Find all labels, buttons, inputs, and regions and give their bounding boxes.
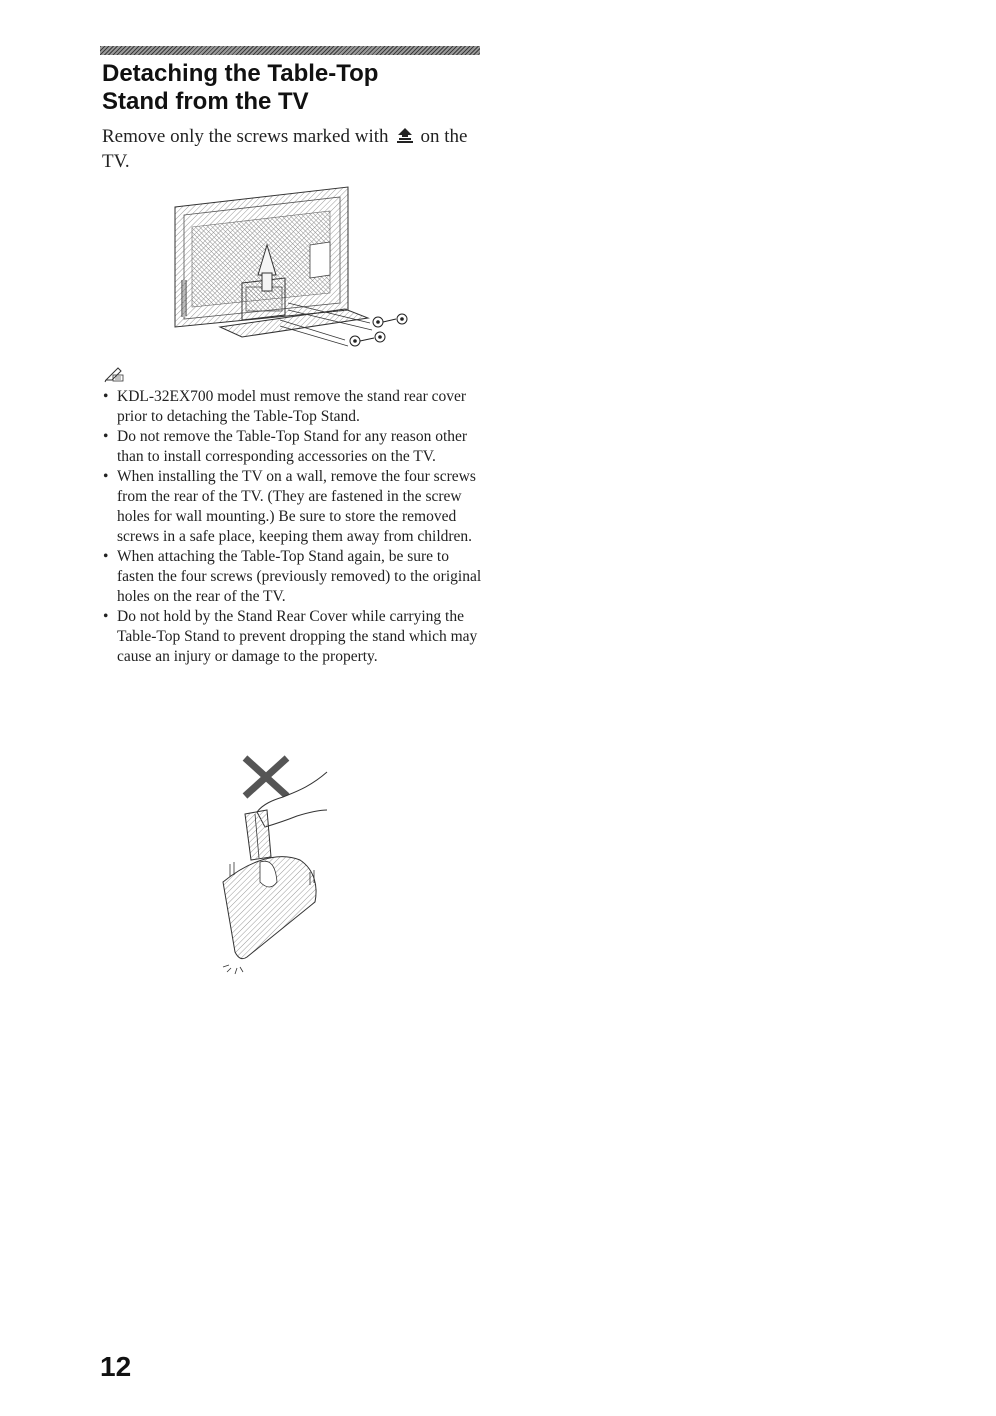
note-item: • When installing the TV on a wall, remove the four screws from the rear of the TV. (They are fastened in the screw holes for wall mounting.) Be sure to store the removed screws in a safe place, keeping them away from children. xyxy=(103,468,476,545)
note-text: When attaching the Table-Top Stand again, be sure to fasten the four screws (previously removed) to the original holes on the rear of the TV. xyxy=(117,548,482,605)
x-mark-icon xyxy=(245,758,287,796)
notes-list xyxy=(103,387,483,667)
note-item: • Do not remove the Table-Top Stand for any reason other than to install corresponding accessories on the TV. xyxy=(103,428,468,465)
screw-mark-icon xyxy=(395,128,415,144)
note-text: Do not hold by the Stand Rear Cover while carrying the Table-Top Stand to prevent dropping the stand which may cause an injury or damage to the property. xyxy=(117,608,478,665)
header-rule xyxy=(100,46,480,55)
title-line-1: Detaching the Table-Top xyxy=(102,60,379,87)
tv-rear-illustration xyxy=(170,185,420,360)
note-text: When installing the TV on a wall, remove the four screws from the rear of the TV. (They are fastened in the screw holes for wall mounting.) Be sure to store the removed screws in a safe place, keeping them away from children. xyxy=(117,468,476,545)
intro-text-after: on the TV. xyxy=(102,126,468,172)
incorrect-carrying-illustration xyxy=(215,752,340,982)
intro-text-before: Remove only the screws marked with xyxy=(102,126,389,147)
title-line-2: Stand from the TV xyxy=(102,88,309,115)
page-number: 12 xyxy=(100,1351,132,1382)
note-item: • Do not hold by the Stand Rear Cover while carrying the Table-Top Stand to prevent dropping the stand which may cause an injury or damage to the property. xyxy=(103,608,478,665)
note-item: • When attaching the Table-Top Stand again, be sure to fasten the four screws (previously removed) to the original holes on the rear of the TV. xyxy=(103,548,482,605)
note-text: KDL-32EX700 model must remove the stand rear cover prior to detaching the Table-Top Stand. xyxy=(117,388,467,425)
note-item: • KDL-32EX700 model must remove the stand rear cover prior to detaching the Table-Top Stand. xyxy=(103,388,467,425)
note-pencil-icon xyxy=(103,365,125,383)
intro-paragraph xyxy=(102,124,482,174)
note-text: Do not remove the Table-Top Stand for any reason other than to install corresponding accessories on the TV. xyxy=(117,428,468,465)
page-title xyxy=(102,60,502,116)
